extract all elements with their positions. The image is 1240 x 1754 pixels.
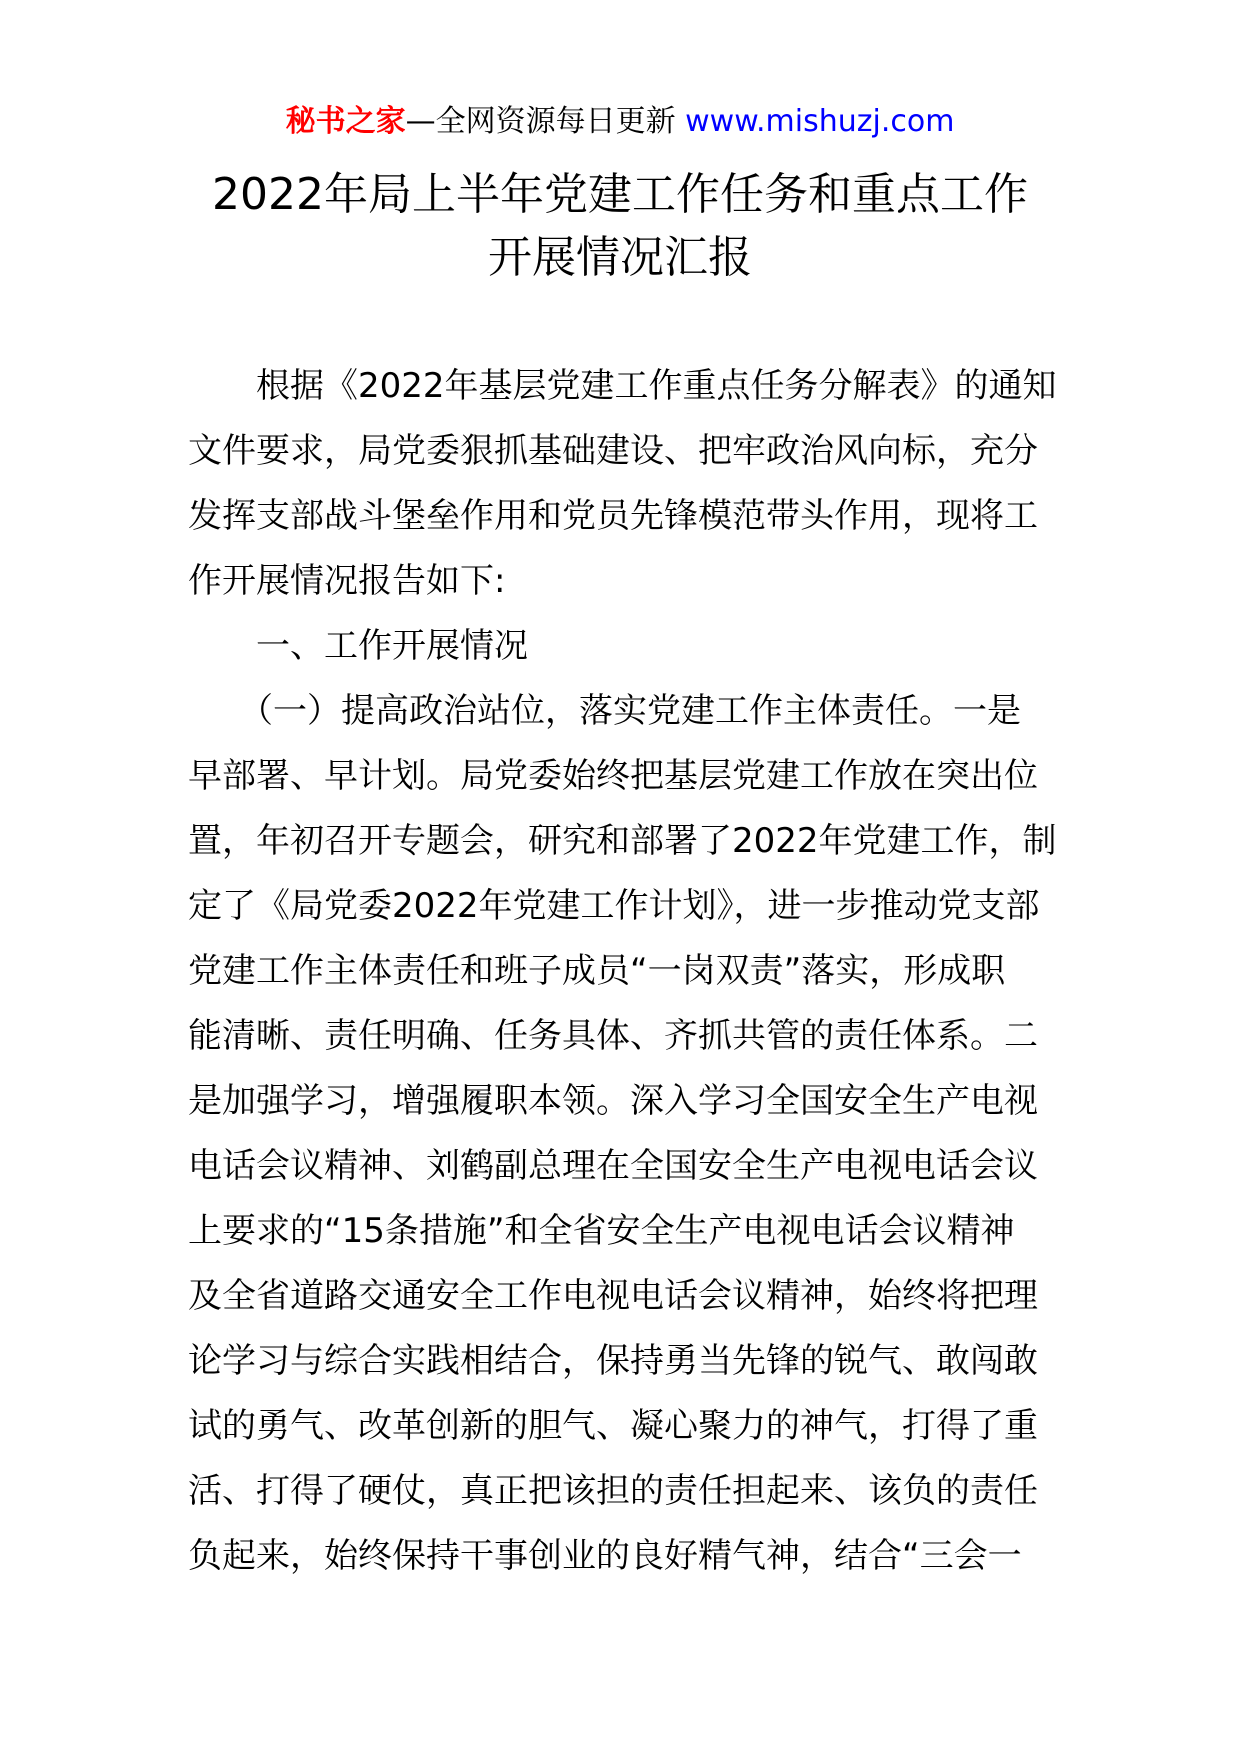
body-line: 一、工作开展情况 (188, 626, 528, 666)
document-title-line-2: 开展情况汇报 (488, 232, 752, 283)
body-line: 负起来，始终保持干事创业的良好精气神，结合“三会一 (188, 1536, 1022, 1576)
website-link[interactable]: www.mishuzj.com (685, 104, 955, 139)
document-body (188, 354, 1068, 1589)
body-line: 试的勇气、改革创新的胆气、凝心聚力的神气，打得了重 (188, 1406, 1038, 1446)
body-line: （一）提高政治站位，落实党建工作主体责任。一是 (188, 691, 1021, 731)
body-line: 电话会议精神、刘鹤副总理在全国安全生产电视电话会议 (188, 1146, 1038, 1186)
body-line: 上要求的“15条措施”和全省安全生产电视电话会议精神 (188, 1211, 1015, 1251)
body-line: 活、打得了硬仗，真正把该担的责任担起来、该负的责任 (188, 1471, 1038, 1511)
body-line: 作开展情况报告如下: (188, 561, 506, 601)
body-line: 论学习与综合实践相结合，保持勇当先锋的锐气、敢闯敢 (188, 1341, 1038, 1381)
body-line: 早部署、早计划。局党委始终把基层党建工作放在突出位 (188, 756, 1038, 796)
header-tagline: —全网资源每日更新 (405, 104, 676, 139)
body-line: 及全省道路交通安全工作电视电话会议精神，始终将把理 (188, 1276, 1038, 1316)
body-line: 根据《2022年基层党建工作重点任务分解表》的通知 (188, 366, 1057, 406)
brand-name: 秘书之家 (285, 104, 406, 139)
body-line: 发挥支部战斗堡垒作用和党员先锋模范带头作用，现将工 (188, 496, 1038, 536)
site-header (0, 102, 1240, 142)
body-line: 是加强学习，增强履职本领。深入学习全国安全生产电视 (188, 1081, 1038, 1121)
body-line: 置，年初召开专题会，研究和部署了2022年党建工作，制 (188, 821, 1057, 861)
body-line: 文件要求，局党委狠抓基础建设、把牢政治风向标，充分 (188, 431, 1038, 471)
document-title-line-1: 2022年局上半年党建工作任务和重点工作 (212, 169, 1028, 220)
body-line: 党建工作主体责任和班子成员“一岗双责”落实，形成职 (188, 951, 1006, 991)
body-line: 能清晰、责任明确、任务具体、齐抓共管的责任体系。二 (188, 1016, 1038, 1056)
body-line: 定了《局党委2022年党建工作计划》，进一步推动党支部 (188, 886, 1040, 926)
